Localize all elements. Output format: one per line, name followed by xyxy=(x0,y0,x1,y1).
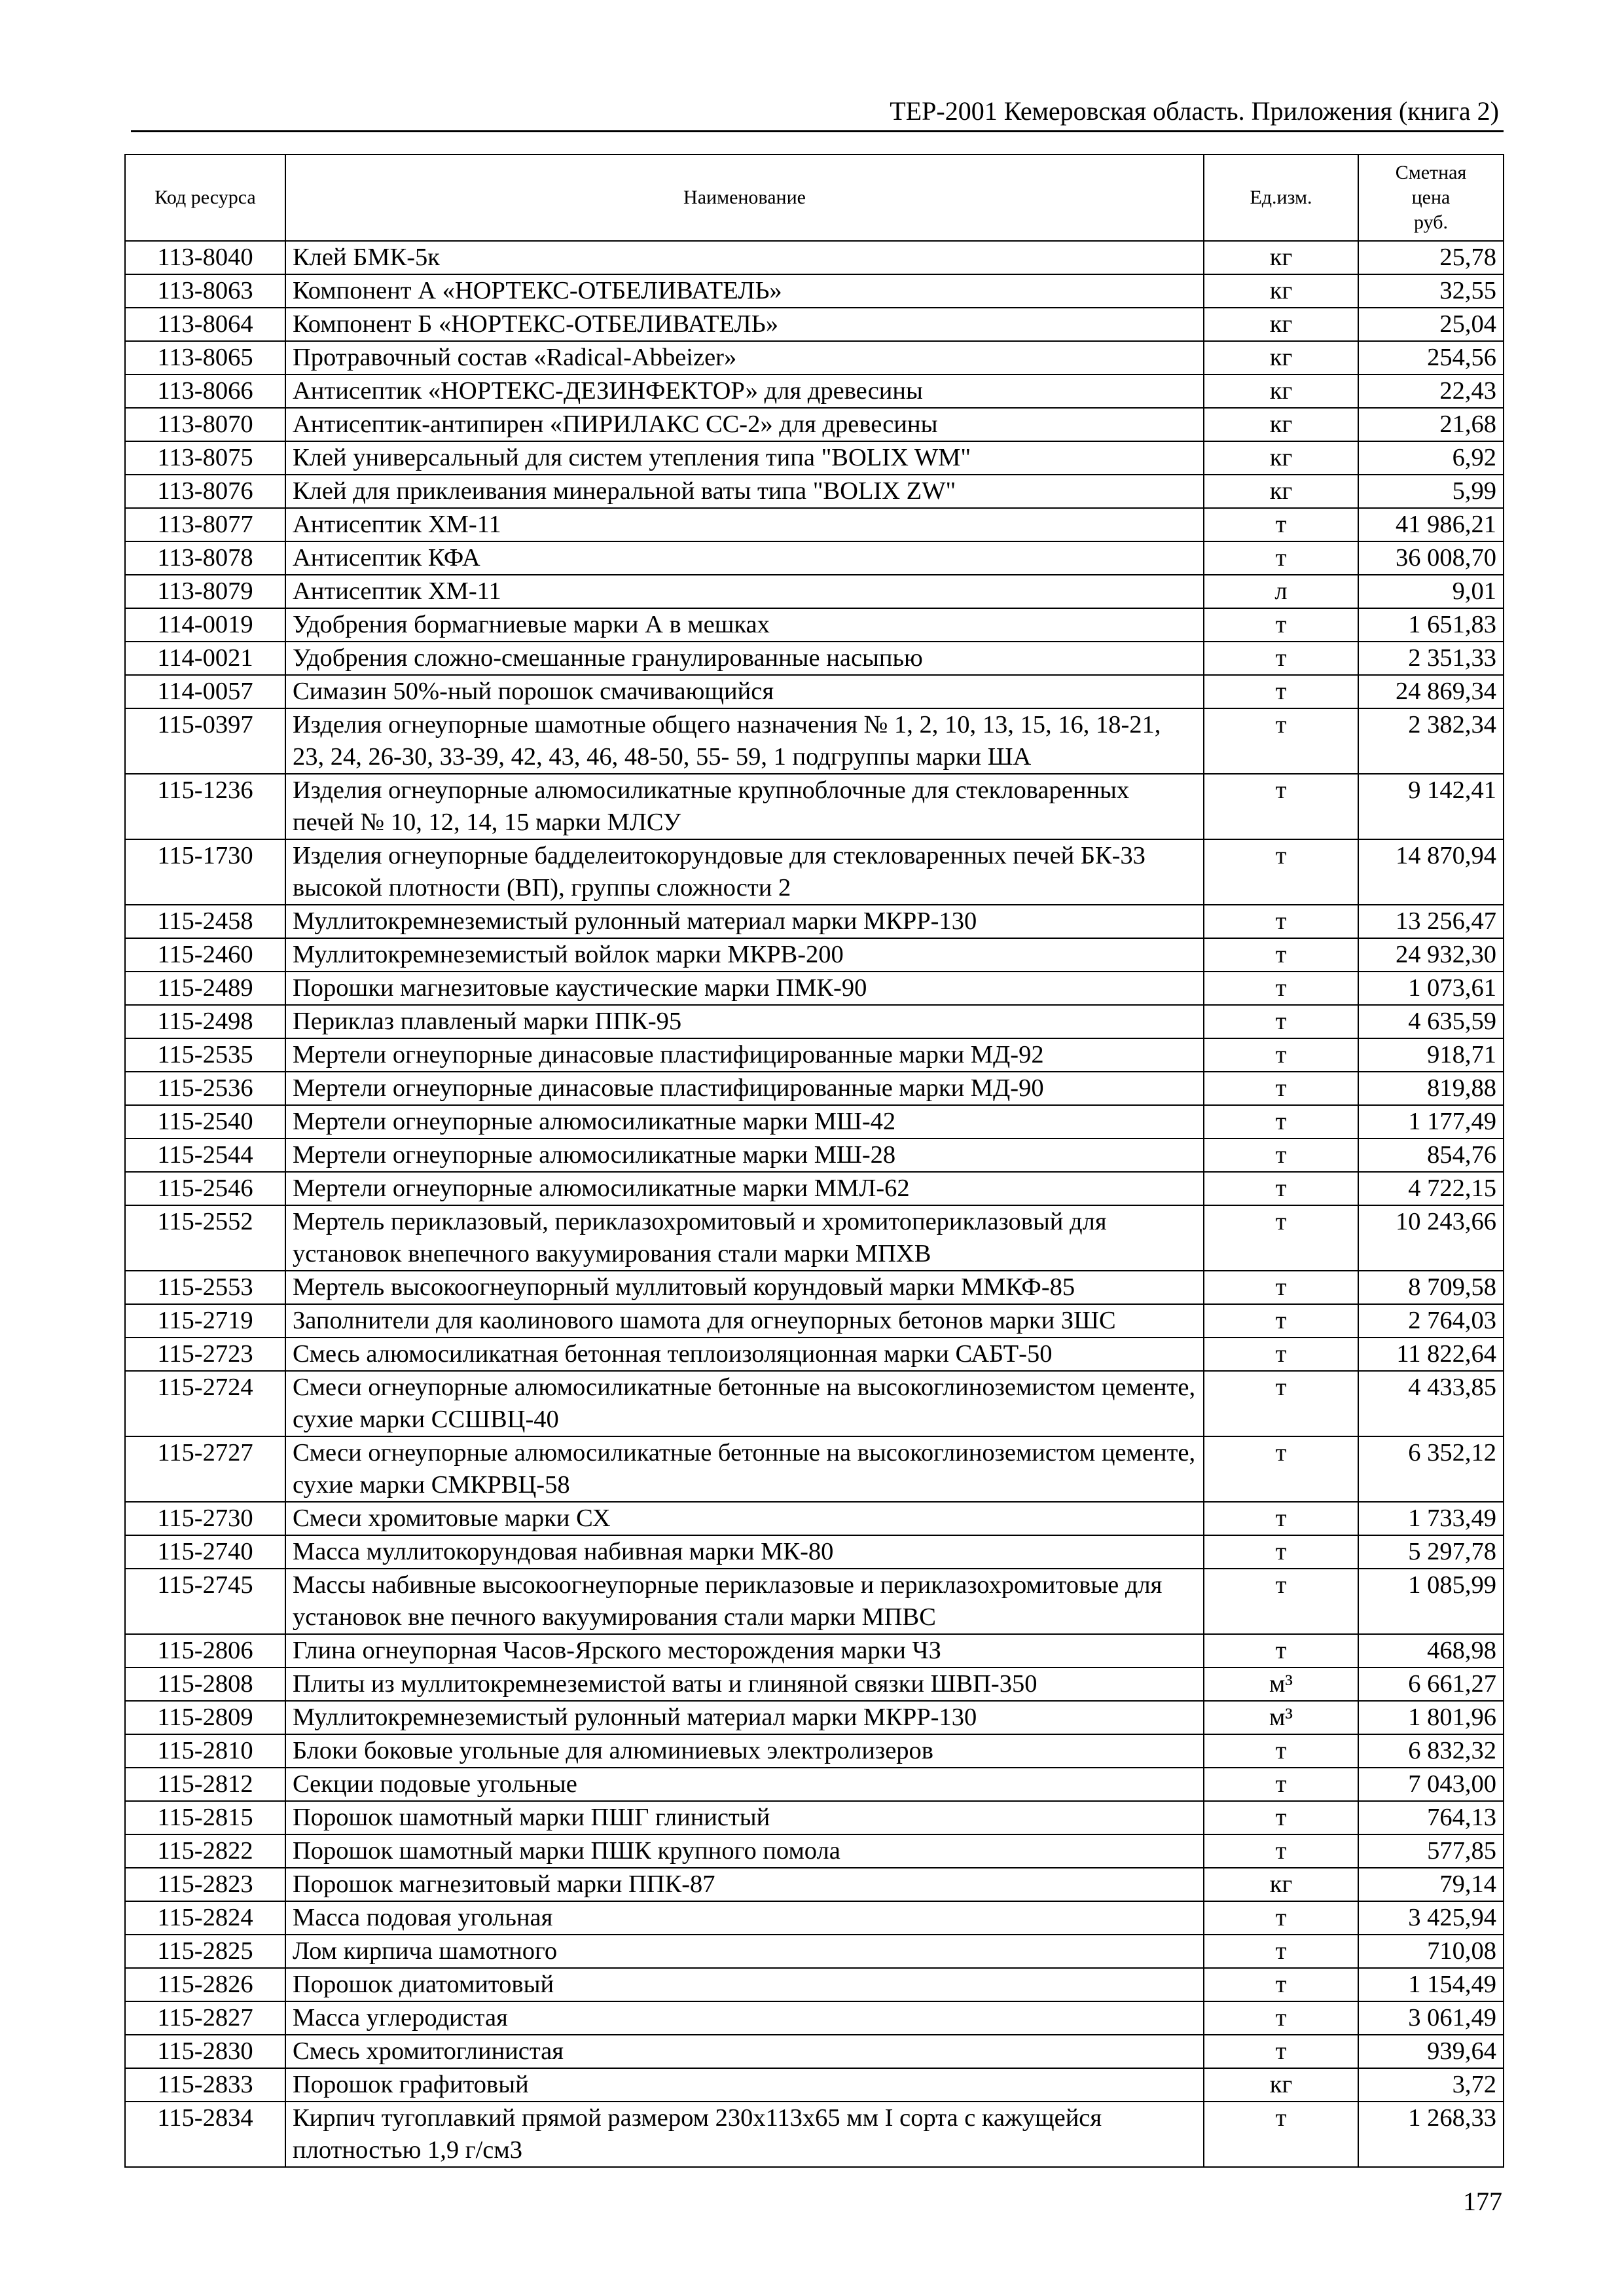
cell-unit: кг xyxy=(1204,475,1358,508)
cell-name: Периклаз плавленый марки ППК-95 xyxy=(285,1005,1204,1038)
cell-price: 25,78 xyxy=(1358,241,1504,274)
cell-name: Смесь хромитоглинистая xyxy=(285,2035,1204,2068)
cell-price: 4 722,15 xyxy=(1358,1172,1504,1205)
cell-price: 1 733,49 xyxy=(1358,1502,1504,1535)
cell-name: Масса муллитокорундовая набивная марки МК-80 xyxy=(285,1535,1204,1569)
cell-unit: т xyxy=(1204,1139,1358,1172)
cell-code: 115-2460 xyxy=(125,938,285,972)
table-row xyxy=(125,839,1504,905)
cell-unit: т xyxy=(1204,1834,1358,1868)
cell-code: 113-8063 xyxy=(125,274,285,308)
cell-code: 115-2553 xyxy=(125,1271,285,1304)
cell-name: Симазин 50%-ный порошок смачивающийся xyxy=(285,675,1204,708)
cell-unit: т xyxy=(1204,1304,1358,1338)
cell-price: 4 433,85 xyxy=(1358,1371,1504,1436)
header-rule xyxy=(131,130,1504,132)
cell-code: 115-2723 xyxy=(125,1338,285,1371)
cell-price: 710,08 xyxy=(1358,1935,1504,1968)
cell-name: Плиты из муллитокремнеземистой ваты и глиняной связки ШВП-350 xyxy=(285,1667,1204,1701)
table-row xyxy=(125,508,1504,541)
cell-code: 113-8065 xyxy=(125,341,285,374)
cell-code: 115-2815 xyxy=(125,1801,285,1834)
cell-price: 24 932,30 xyxy=(1358,938,1504,972)
cell-unit: кг xyxy=(1204,308,1358,341)
cell-price: 939,64 xyxy=(1358,2035,1504,2068)
table-row xyxy=(125,1569,1504,1634)
cell-price: 3 425,94 xyxy=(1358,1901,1504,1935)
cell-price: 5,99 xyxy=(1358,475,1504,508)
cell-price: 21,68 xyxy=(1358,408,1504,441)
cell-unit: кг xyxy=(1204,374,1358,408)
cell-price: 1 073,61 xyxy=(1358,972,1504,1005)
cell-code: 115-2833 xyxy=(125,2068,285,2102)
cell-name: Клей для приклеивания минеральной ваты типа "BOLIX ZW" xyxy=(285,475,1204,508)
cell-unit: т xyxy=(1204,642,1358,675)
table-row xyxy=(125,642,1504,675)
cell-unit: т xyxy=(1204,1072,1358,1105)
cell-code: 115-2730 xyxy=(125,1502,285,1535)
cell-code: 114-0057 xyxy=(125,675,285,708)
cell-code: 115-1236 xyxy=(125,774,285,839)
table-row xyxy=(125,1734,1504,1768)
table-row xyxy=(125,1768,1504,1801)
cell-code: 115-2825 xyxy=(125,1935,285,1968)
cell-code: 115-2830 xyxy=(125,2035,285,2068)
cell-name: Секции подовые угольные xyxy=(285,1768,1204,1801)
cell-name: Мертели огнеупорные динасовые пластифицированные марки МД-92 xyxy=(285,1038,1204,1072)
cell-name: Заполнители для каолинового шамота для огнеупорных бетонов марки ЗШС xyxy=(285,1304,1204,1338)
cell-code: 115-2540 xyxy=(125,1105,285,1139)
cell-unit: т xyxy=(1204,1768,1358,1801)
cell-price: 3,72 xyxy=(1358,2068,1504,2102)
table-row xyxy=(125,608,1504,642)
table-row xyxy=(125,308,1504,341)
cell-name: Смеси огнеупорные алюмосиликатные бетонные на высокоглиноземистом цементе, сухие марки СМКРВЦ-58 xyxy=(285,1436,1204,1502)
table-row xyxy=(125,1304,1504,1338)
table-row xyxy=(125,2001,1504,2035)
table-row xyxy=(125,1139,1504,1172)
cell-name: Лом кирпича шамотного xyxy=(285,1935,1204,1968)
table-row xyxy=(125,1801,1504,1834)
table-row xyxy=(125,541,1504,575)
cell-price: 918,71 xyxy=(1358,1038,1504,1072)
cell-unit: кг xyxy=(1204,241,1358,274)
resource-price-table xyxy=(124,154,1504,2168)
cell-price: 22,43 xyxy=(1358,374,1504,408)
cell-unit: кг xyxy=(1204,441,1358,475)
cell-price: 25,04 xyxy=(1358,308,1504,341)
cell-code: 115-2536 xyxy=(125,1072,285,1105)
cell-code: 115-2822 xyxy=(125,1834,285,1868)
table-row xyxy=(125,1502,1504,1535)
cell-name: Антисептик-антипирен «ПИРИЛАКС СС-2» для древесины xyxy=(285,408,1204,441)
table-header-row xyxy=(125,155,1504,241)
table-row xyxy=(125,1968,1504,2001)
cell-name: Изделия огнеупорные бадделеитокорундовые для стекловаренных печей БК-33 высокой плотности (ВП), группы сложности 2 xyxy=(285,839,1204,905)
table-row xyxy=(125,374,1504,408)
cell-price: 6 832,32 xyxy=(1358,1734,1504,1768)
table-row xyxy=(125,1868,1504,1901)
cell-price: 1 085,99 xyxy=(1358,1569,1504,1634)
cell-code: 115-1730 xyxy=(125,839,285,905)
cell-unit: т xyxy=(1204,1968,1358,2001)
cell-unit: т xyxy=(1204,774,1358,839)
table-row xyxy=(125,1901,1504,1935)
cell-unit: т xyxy=(1204,2102,1358,2167)
cell-code: 115-2809 xyxy=(125,1701,285,1734)
table-row xyxy=(125,1935,1504,1968)
cell-name: Кирпич тугоплавкий прямой размером 230х113х65 мм I сорта с кажущейся плотностью 1,9 г/см3 xyxy=(285,2102,1204,2167)
page-header-title: ТЕР-2001 Кемеровская область. Приложения (книга 2) xyxy=(890,96,1499,126)
cell-name: Масса углеродистая xyxy=(285,2001,1204,2035)
table-row xyxy=(125,2102,1504,2167)
cell-price: 7 043,00 xyxy=(1358,1768,1504,1801)
table-row xyxy=(125,1667,1504,1701)
cell-code: 115-2827 xyxy=(125,2001,285,2035)
table-body xyxy=(125,241,1504,2167)
table-row xyxy=(125,1436,1504,1502)
cell-unit: т xyxy=(1204,1436,1358,1502)
table-row xyxy=(125,1271,1504,1304)
cell-price: 1 801,96 xyxy=(1358,1701,1504,1734)
cell-name: Смесь алюмосиликатная бетонная теплоизоляционная марки САБТ-50 xyxy=(285,1338,1204,1371)
table-row xyxy=(125,675,1504,708)
cell-price: 854,76 xyxy=(1358,1139,1504,1172)
cell-price: 13 256,47 xyxy=(1358,905,1504,938)
cell-code: 115-2826 xyxy=(125,1968,285,2001)
cell-unit: т xyxy=(1204,1205,1358,1271)
page-number: 177 xyxy=(1463,2187,1502,2216)
cell-name: Муллитокремнеземистый войлок марки МКРВ-200 xyxy=(285,938,1204,972)
column-header-name: Наименование xyxy=(285,155,1204,241)
cell-code: 115-2489 xyxy=(125,972,285,1005)
cell-price: 11 822,64 xyxy=(1358,1338,1504,1371)
cell-price: 6 352,12 xyxy=(1358,1436,1504,1502)
cell-code: 115-2806 xyxy=(125,1634,285,1667)
table-row xyxy=(125,1105,1504,1139)
cell-unit: т xyxy=(1204,541,1358,575)
table-row xyxy=(125,1205,1504,1271)
cell-name: Порошок графитовый xyxy=(285,2068,1204,2102)
cell-code: 113-8076 xyxy=(125,475,285,508)
cell-name: Клей универсальный для систем утепления типа "BOLIX WM" xyxy=(285,441,1204,475)
cell-code: 115-2724 xyxy=(125,1371,285,1436)
cell-name: Клей БМК-5к xyxy=(285,241,1204,274)
cell-price: 1 651,83 xyxy=(1358,608,1504,642)
cell-name: Массы набивные высокоогнеупорные периклазовые и периклазохромитовые для установок вне печного вакуумирования стали марки МПВС xyxy=(285,1569,1204,1634)
cell-price: 9,01 xyxy=(1358,575,1504,608)
cell-price: 1 177,49 xyxy=(1358,1105,1504,1139)
cell-name: Мертели огнеупорные алюмосиликатные марки ММЛ-62 xyxy=(285,1172,1204,1205)
cell-code: 113-8078 xyxy=(125,541,285,575)
cell-unit: м³ xyxy=(1204,1701,1358,1734)
cell-name: Антисептик ХМ-11 xyxy=(285,508,1204,541)
cell-code: 115-2458 xyxy=(125,905,285,938)
cell-price: 2 382,34 xyxy=(1358,708,1504,774)
table-row xyxy=(125,774,1504,839)
cell-unit: кг xyxy=(1204,1868,1358,1901)
cell-price: 32,55 xyxy=(1358,274,1504,308)
cell-name: Мертель высокоогнеупорный муллитовый корундовый марки ММКФ-85 xyxy=(285,1271,1204,1304)
cell-name: Смеси огнеупорные алюмосиликатные бетонные на высокоглиноземистом цементе, сухие марки ССШВЦ-40 xyxy=(285,1371,1204,1436)
table-row xyxy=(125,1834,1504,1868)
cell-price: 24 869,34 xyxy=(1358,675,1504,708)
cell-unit: т xyxy=(1204,1371,1358,1436)
cell-name: Мертели огнеупорные динасовые пластифицированные марки МД-90 xyxy=(285,1072,1204,1105)
cell-name: Антисептик ХМ-11 xyxy=(285,575,1204,608)
table-row xyxy=(125,708,1504,774)
cell-code: 113-8066 xyxy=(125,374,285,408)
cell-name: Компонент А «НОРТЕКС-ОТБЕЛИВАТЕЛЬ» xyxy=(285,274,1204,308)
cell-code: 115-2546 xyxy=(125,1172,285,1205)
cell-code: 115-2812 xyxy=(125,1768,285,1801)
cell-code: 113-8077 xyxy=(125,508,285,541)
table-row xyxy=(125,905,1504,938)
cell-unit: т xyxy=(1204,608,1358,642)
cell-unit: т xyxy=(1204,1005,1358,1038)
cell-name: Муллитокремнеземистый рулонный материал марки МКРР-130 xyxy=(285,1701,1204,1734)
cell-name: Блоки боковые угольные для алюминиевых электролизеров xyxy=(285,1734,1204,1768)
cell-unit: т xyxy=(1204,839,1358,905)
cell-name: Масса подовая угольная xyxy=(285,1901,1204,1935)
cell-unit: т xyxy=(1204,905,1358,938)
cell-name: Мертель периклазовый, периклазохромитовый и хромитопериклазовый для установок внепечного вакуумирования стали марки МПХВ xyxy=(285,1205,1204,1271)
cell-price: 4 635,59 xyxy=(1358,1005,1504,1038)
column-header-code: Код ресурса xyxy=(125,155,285,241)
cell-price: 2 351,33 xyxy=(1358,642,1504,675)
table-row xyxy=(125,475,1504,508)
cell-unit: т xyxy=(1204,508,1358,541)
table-row xyxy=(125,1634,1504,1667)
column-header-price-line-3: руб. xyxy=(1414,211,1448,233)
cell-unit: м³ xyxy=(1204,1667,1358,1701)
cell-unit: т xyxy=(1204,1734,1358,1768)
cell-price: 468,98 xyxy=(1358,1634,1504,1667)
cell-price: 1 154,49 xyxy=(1358,1968,1504,2001)
column-header-price-line-2: цена xyxy=(1411,187,1451,208)
column-header-unit: Ед.изм. xyxy=(1204,155,1358,241)
cell-unit: кг xyxy=(1204,2068,1358,2102)
cell-name: Глина огнеупорная Часов-Ярского месторождения марки ЧЗ xyxy=(285,1634,1204,1667)
cell-unit: т xyxy=(1204,1038,1358,1072)
cell-unit: т xyxy=(1204,1535,1358,1569)
table-row xyxy=(125,1535,1504,1569)
cell-code: 115-2810 xyxy=(125,1734,285,1768)
cell-unit: л xyxy=(1204,575,1358,608)
cell-price: 5 297,78 xyxy=(1358,1535,1504,1569)
cell-unit: т xyxy=(1204,1634,1358,1667)
cell-name: Компонент Б «НОРТЕКС-ОТБЕЛИВАТЕЛЬ» xyxy=(285,308,1204,341)
cell-code: 115-2544 xyxy=(125,1139,285,1172)
cell-price: 6,92 xyxy=(1358,441,1504,475)
cell-code: 115-2834 xyxy=(125,2102,285,2167)
cell-unit: кг xyxy=(1204,341,1358,374)
cell-unit: т xyxy=(1204,2035,1358,2068)
cell-unit: т xyxy=(1204,972,1358,1005)
cell-code: 113-8075 xyxy=(125,441,285,475)
cell-name: Мертели огнеупорные алюмосиликатные марки МШ-28 xyxy=(285,1139,1204,1172)
table-row xyxy=(125,2068,1504,2102)
cell-code: 115-2535 xyxy=(125,1038,285,1072)
cell-unit: т xyxy=(1204,2001,1358,2035)
cell-unit: т xyxy=(1204,1172,1358,1205)
cell-code: 115-2727 xyxy=(125,1436,285,1502)
cell-name: Порошки магнезитовые каустические марки ПМК-90 xyxy=(285,972,1204,1005)
cell-unit: т xyxy=(1204,1105,1358,1139)
cell-price: 577,85 xyxy=(1358,1834,1504,1868)
table-row xyxy=(125,972,1504,1005)
cell-unit: т xyxy=(1204,938,1358,972)
table-row xyxy=(125,1338,1504,1371)
cell-price: 1 268,33 xyxy=(1358,2102,1504,2167)
cell-price: 2 764,03 xyxy=(1358,1304,1504,1338)
cell-unit: т xyxy=(1204,1338,1358,1371)
cell-code: 115-2498 xyxy=(125,1005,285,1038)
cell-unit: кг xyxy=(1204,274,1358,308)
cell-unit: т xyxy=(1204,708,1358,774)
table-row xyxy=(125,441,1504,475)
cell-unit: т xyxy=(1204,1569,1358,1634)
cell-price: 41 986,21 xyxy=(1358,508,1504,541)
cell-code: 115-0397 xyxy=(125,708,285,774)
cell-name: Антисептик «НОРТЕКС-ДЕЗИНФЕКТОР» для древесины xyxy=(285,374,1204,408)
cell-code: 113-8064 xyxy=(125,308,285,341)
table-row xyxy=(125,1371,1504,1436)
cell-price: 10 243,66 xyxy=(1358,1205,1504,1271)
cell-unit: т xyxy=(1204,675,1358,708)
table-row xyxy=(125,241,1504,274)
cell-price: 819,88 xyxy=(1358,1072,1504,1105)
table-row xyxy=(125,2035,1504,2068)
cell-price: 6 661,27 xyxy=(1358,1667,1504,1701)
table-row xyxy=(125,408,1504,441)
cell-name: Протравочный состав «Radical-Abbeizer» xyxy=(285,341,1204,374)
cell-code: 115-2823 xyxy=(125,1868,285,1901)
cell-price: 764,13 xyxy=(1358,1801,1504,1834)
cell-name: Порошок шамотный марки ПШК крупного помола xyxy=(285,1834,1204,1868)
cell-code: 113-8079 xyxy=(125,575,285,608)
cell-name: Изделия огнеупорные алюмосиликатные крупноблочные для стекловаренных печей № 10, 12, 14, 15 марки МЛСУ xyxy=(285,774,1204,839)
cell-unit: т xyxy=(1204,1935,1358,1968)
cell-unit: т xyxy=(1204,1502,1358,1535)
cell-price: 79,14 xyxy=(1358,1868,1504,1901)
cell-code: 114-0019 xyxy=(125,608,285,642)
cell-name: Порошок магнезитовый марки ППК-87 xyxy=(285,1868,1204,1901)
table-row xyxy=(125,575,1504,608)
cell-name: Мертели огнеупорные алюмосиликатные марки МШ-42 xyxy=(285,1105,1204,1139)
cell-price: 36 008,70 xyxy=(1358,541,1504,575)
table-row xyxy=(125,1038,1504,1072)
cell-price: 14 870,94 xyxy=(1358,839,1504,905)
table-row xyxy=(125,938,1504,972)
cell-code: 114-0021 xyxy=(125,642,285,675)
cell-name: Муллитокремнеземистый рулонный материал марки МКРР-130 xyxy=(285,905,1204,938)
cell-code: 115-2740 xyxy=(125,1535,285,1569)
cell-name: Удобрения сложно-смешанные гранулированные насыпью xyxy=(285,642,1204,675)
table-row xyxy=(125,1172,1504,1205)
cell-name: Антисептик КФА xyxy=(285,541,1204,575)
cell-code: 115-2719 xyxy=(125,1304,285,1338)
cell-unit: кг xyxy=(1204,408,1358,441)
cell-price: 254,56 xyxy=(1358,341,1504,374)
cell-name: Порошок диатомитовый xyxy=(285,1968,1204,2001)
cell-price: 9 142,41 xyxy=(1358,774,1504,839)
cell-name: Смеси хромитовые марки СХ xyxy=(285,1502,1204,1535)
table-row xyxy=(125,1701,1504,1734)
cell-unit: т xyxy=(1204,1271,1358,1304)
cell-code: 115-2824 xyxy=(125,1901,285,1935)
column-header-price xyxy=(1358,155,1504,241)
cell-name: Удобрения бормагниевые марки А в мешках xyxy=(285,608,1204,642)
column-header-price-line-1: Сметная xyxy=(1395,162,1467,183)
cell-code: 115-2745 xyxy=(125,1569,285,1634)
cell-price: 3 061,49 xyxy=(1358,2001,1504,2035)
table-row xyxy=(125,341,1504,374)
table-row xyxy=(125,1005,1504,1038)
cell-code: 115-2552 xyxy=(125,1205,285,1271)
cell-code: 113-8040 xyxy=(125,241,285,274)
cell-name: Порошок шамотный марки ПШГ глинистый xyxy=(285,1801,1204,1834)
cell-code: 115-2808 xyxy=(125,1667,285,1701)
table-row xyxy=(125,1072,1504,1105)
cell-code: 113-8070 xyxy=(125,408,285,441)
cell-unit: т xyxy=(1204,1901,1358,1935)
cell-name: Изделия огнеупорные шамотные общего назначения № 1, 2, 10, 13, 15, 16, 18-21, 23, 24, 26-30, 33-39, 42, 43, 46, 48-50, 55- 59, 1 подгруппы марки ША xyxy=(285,708,1204,774)
cell-unit: т xyxy=(1204,1801,1358,1834)
table-row xyxy=(125,274,1504,308)
cell-price: 8 709,58 xyxy=(1358,1271,1504,1304)
